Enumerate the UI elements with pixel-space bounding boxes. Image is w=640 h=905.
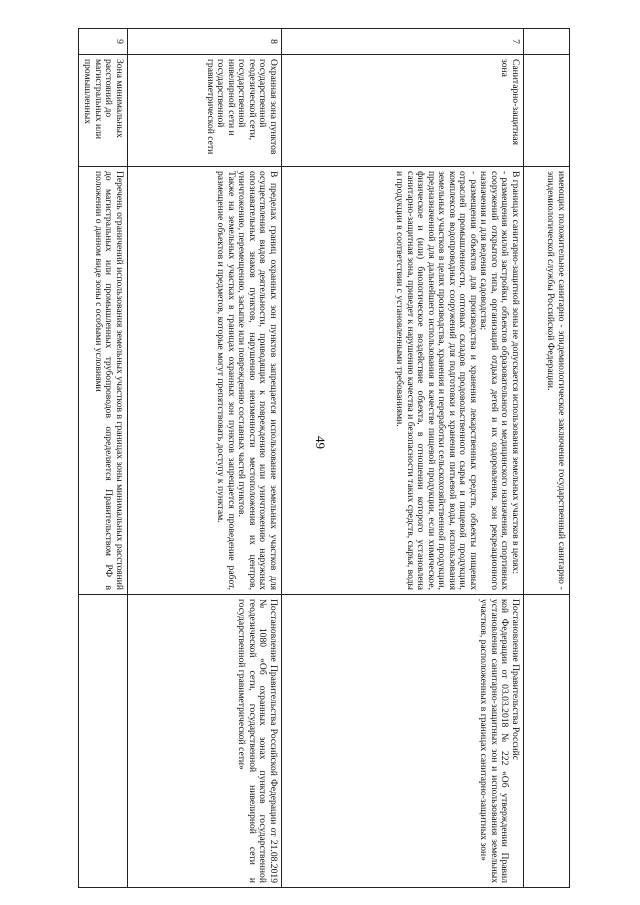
row-number-cell: 8 [128,29,282,55]
legal-basis-cell [282,595,524,888]
cell-paragraph: Постановление Правительства Российс [510,599,521,761]
cell-paragraph: В пределах границ охранных зон пунктов запрещается использование земельных участков для осуществления видов деятельности, приводящих к повреждению или уничтожению наружных опознавательных знаков пунктов, нарушению неизменности местоположения их центров, уничтожению, перемещению, засыпке или повреждению составных частей пунктов. [236,171,279,590]
cell-paragraph: кой Федерации от 03.03.2018 № 222 «Об утверждении Правил установления санитарно-защитных зон и использования земельных участков, расположенных в границах санитарно-защитных зон» [478,599,511,883]
zone-name-cell [524,55,570,167]
restrictions-cell: Перечень ограничений использования земельных участков в границах зоны минимальных расстояний до магистральных или промышленных трубопроводов определяется Правительством РФ в положении о данном виде зоны с особыми условиями [79,167,128,595]
legal-basis-cell [524,595,570,888]
table-row [524,29,570,888]
legal-basis-cell: Постановление Правительства Российской Федерации от 21.08.2019 № 1080 «Об охранных зонах пунктов государственной геодезической сети, государственной нивелирной сети и государственной гравиметрической сети» [128,595,282,888]
document-table-area [82,28,570,887]
zones-table [78,28,570,888]
zone-name-cell: Санитарно-защитная зона [282,55,524,167]
cell-paragraph: В границах санитарно-защитной зоны не допускается использования земельных участков в целях: [510,171,521,574]
cell-paragraph: Также на земельных участках в границах охранных зон пунктов запрещается проведение работ, размещение объектов и предметов, которые могут препятствовать доступу к пунктам. [215,171,237,590]
page-number-text: 49 [313,436,328,449]
restrictions-cell [282,167,524,595]
zone-name-cell: Охранная зона пунктов государственной геодезической сети, государственной нивелирной сети и государственной гравиметрической сети [128,55,282,167]
row-number-cell [524,29,570,55]
restrictions-cell: имеющих положительное санитарно - эпидемиологическое заключение государственный санитарно - эпидемиологической службы Российской Федерации. [524,167,570,595]
cell-paragraph: - размещения жилой застройки, объектов образовательного и медицинского назначения, спортивных сооружений открытого типа, организаций отдыха детей и их оздоровления, зон рекреационного назначения и для ведения садоводства; [478,171,511,590]
cell-paragraph: - размещения объектов для производства и хранения лекарственных средств, объекты пищевых отраслей промышленности, оптовых складов продовольственного сырья и пищевой продукции, комплексов водопроводных сооружений для подготовки и хранения питьевой воды, использования земельных участков в целях производства, хранения и переработки сельскохозяйственной продукции, предназначенной для дальнейшего использования в качестве пищевой продукции, если химическое, физическое и (или) биологическое воздействие объекта, в отношении которого установлена санитарно-защитная зона, приведет к нарушению качества и безопасности таких средств, сырья, воды и продукции в соответствии с установленными требованиями. [394,171,479,590]
rotated-page-content [82,28,570,887]
row-number-cell: 9 [79,29,128,55]
row-number-cell: 7 [282,29,524,55]
legal-basis-cell [79,595,128,888]
table-row [282,29,524,888]
table-row [128,29,282,888]
zone-name-cell: Зона минимальных расстояний до магистральных или промышленных [79,55,128,167]
table-row [79,29,128,888]
restrictions-cell [128,167,282,595]
